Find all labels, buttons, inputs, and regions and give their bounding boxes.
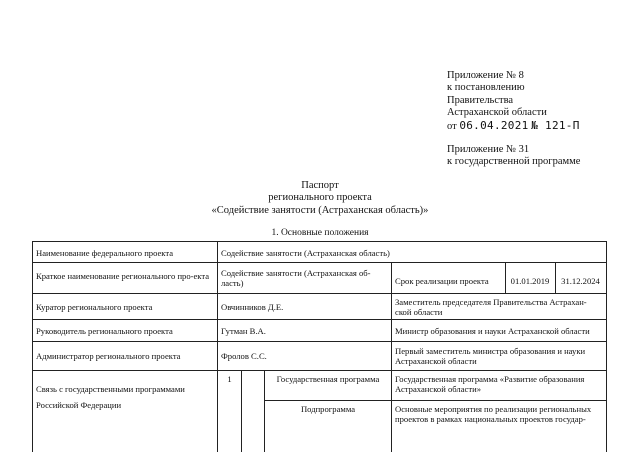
appendix-line: Приложение № 31 xyxy=(447,144,530,156)
appendix-date-prefix: от xyxy=(447,120,457,132)
short-name-value: Содействие занятости (Астраханская об-ласть) xyxy=(221,268,371,288)
title-line: «Содействие занятости (Астраханская область)» xyxy=(211,204,429,216)
appendix-date-line xyxy=(447,120,627,133)
appendix-number: № 121-П xyxy=(531,118,580,132)
program-number: 1 xyxy=(227,374,232,384)
appendix-line: к государственной программе xyxy=(447,156,581,168)
appendix-line: Приложение № 8 xyxy=(447,70,524,81)
head-position: Министр образования и науки Астраханской области xyxy=(395,326,590,336)
row-label-federal-project: Наименование федерального проекта xyxy=(36,248,174,258)
federal-project-value: Содействие занятости (Астраханская область) xyxy=(221,248,390,258)
term-end: 31.12.2024 xyxy=(561,276,600,286)
document-title xyxy=(0,180,640,217)
title-line: Паспорт xyxy=(301,180,339,191)
row-label-state-programs-cont: Российской Федерации xyxy=(36,400,122,410)
row-label-state-programs: Связь с государственными программами xyxy=(36,384,185,394)
administrator-position: Первый заместитель министра образования и науки Астраханской области xyxy=(395,346,586,366)
row-label-head: Руководитель регионального проекта xyxy=(36,326,173,336)
row-label-curator: Куратор регионального проекта xyxy=(36,302,153,312)
appendix-line: к постановлению xyxy=(447,82,525,94)
term-start: 01.01.2019 xyxy=(510,276,550,286)
appendix-line: Астраханской области xyxy=(447,107,547,119)
section-heading: 1. Основные положения xyxy=(271,228,369,238)
appendix-block xyxy=(447,70,627,169)
curator-position: Заместитель председателя Правительства Астрахан-ской области xyxy=(395,297,587,317)
term-label: Срок реализации проекта xyxy=(395,276,489,286)
title-line: регионального проекта xyxy=(268,192,372,204)
appendix-date: 06.04.2021 xyxy=(459,118,529,132)
program-value-1: Государственная программа «Развитие образования Астраханской области» xyxy=(395,374,585,394)
administrator-name: Фролов С.С. xyxy=(221,351,267,361)
program-type-1: Государственная программа xyxy=(276,374,380,384)
appendix-line: Правительства xyxy=(447,94,514,106)
program-value-2: Основные мероприятия по реализации региональных проектов в рамках национальных проектов государ- xyxy=(395,404,592,424)
head-name: Гутман В.А. xyxy=(221,326,266,336)
row-label-short-name: Краткое наименование регионального про-екта xyxy=(36,271,210,281)
curator-name: Овчинников Д.Е. xyxy=(221,302,284,312)
row-label-administrator: Администратор регионального проекта xyxy=(36,351,181,361)
program-type-2: Подпрограмма xyxy=(300,404,356,414)
